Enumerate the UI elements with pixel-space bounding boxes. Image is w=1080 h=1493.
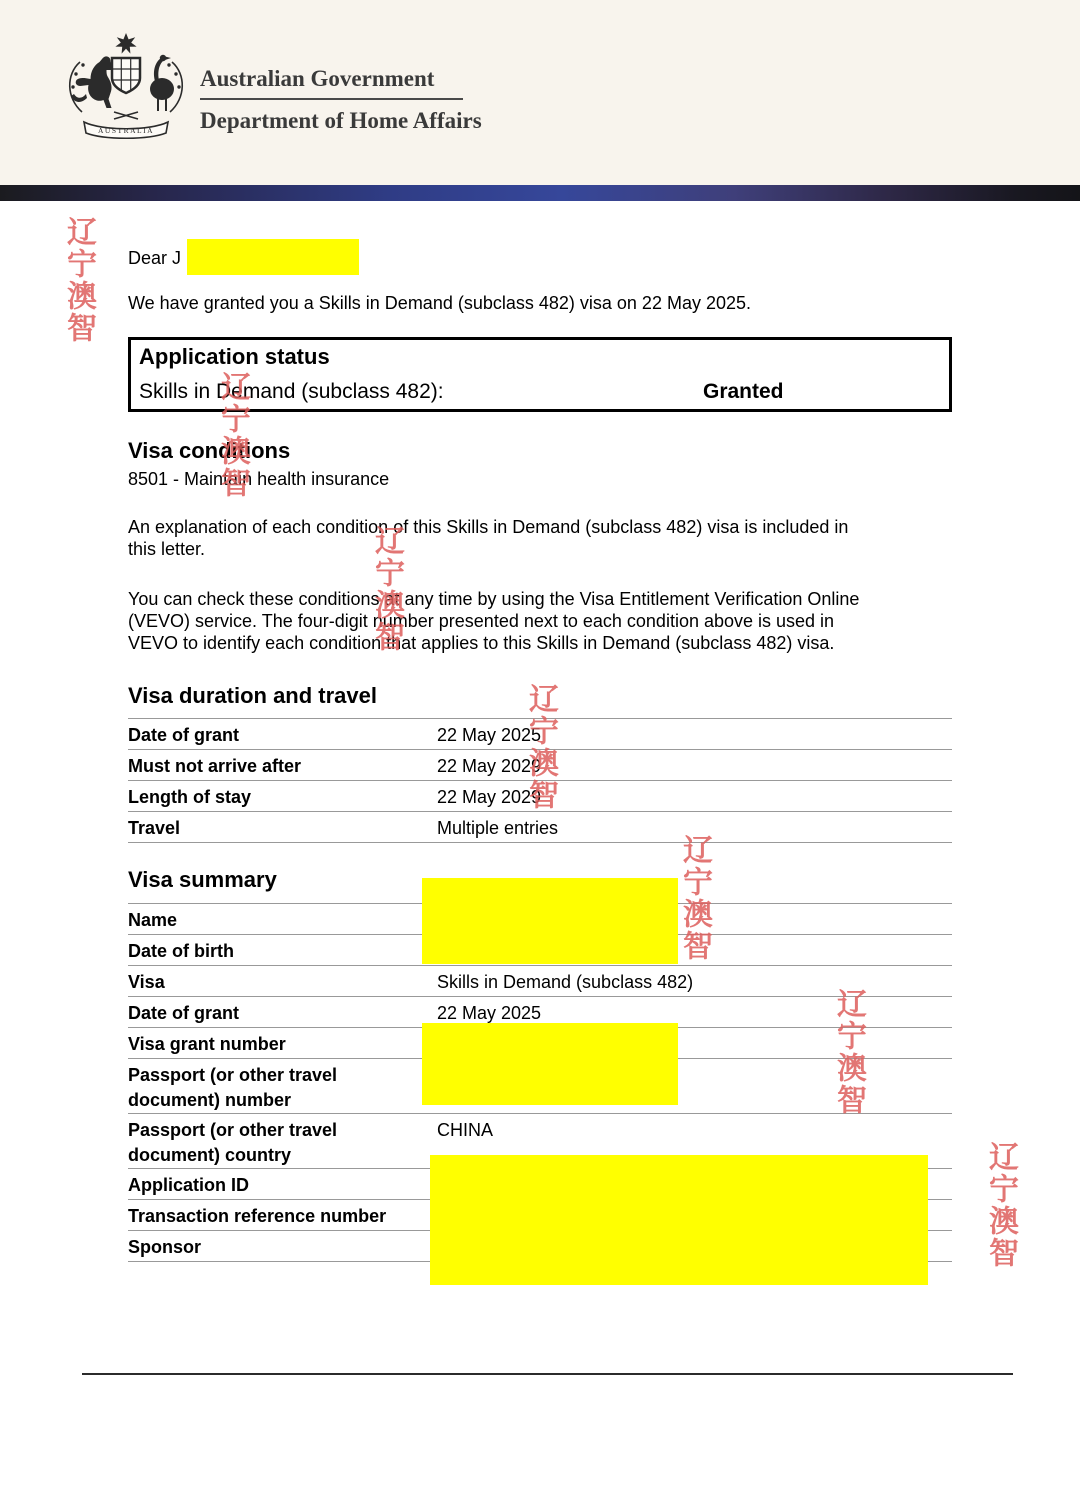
australian-coat-of-arms-logo [56,32,196,142]
redaction-box-name-greeting [187,239,359,275]
greeting-text: Dear J [128,248,182,268]
visa-condition-item: 8501 - Maintain health insurance [128,469,390,489]
row-label: Date of grant [128,725,240,745]
row-value: 22 May 2029 [437,787,542,807]
visa-duration-heading: Visa duration and travel [128,683,378,708]
paragraph-line: this letter. [128,539,206,559]
paragraph-line: VEVO to identify each condition that applies to this Skills in Demand (subclass 482) visa. [128,633,835,653]
table-row [128,811,952,842]
watermark: 辽宁澳智 [369,525,404,653]
row-label: Passport (or other travel document) number [128,1065,338,1110]
footer-rule [82,1373,1013,1375]
row-label: Date of grant [128,1003,240,1023]
watermark: 辽宁澳智 [215,371,250,499]
intro-sentence: We have granted you a Skills in Demand (subclass 482) visa on 22 May 2025. [128,293,752,313]
header-band [0,0,1080,185]
row-label: Transaction reference number [128,1206,387,1226]
row-value: 22 May 2025 [437,1003,542,1023]
row-label: Date of birth [128,941,234,961]
paragraph-line: You can check these conditions at any time by using the Visa Entitlement Verification Online [128,589,860,609]
row-label: Sponsor [128,1237,202,1257]
application-status-value: Granted [703,380,784,403]
row-label: Passport (or other travel document) country [128,1120,338,1165]
redaction-box-name-dob [422,878,678,964]
department-title: Department of Home Affairs [200,108,482,133]
application-status-title: Application status [139,344,330,369]
government-title: Australian Government [200,66,435,91]
redaction-box-grant-passport-numbers [422,1023,678,1105]
application-status-visa-label: Skills in Demand (subclass 482): [139,380,444,403]
redaction-box-application-ids [430,1155,928,1285]
watermark: 辽宁澳智 [523,683,558,811]
header-underline [200,98,463,100]
row-value: Multiple entries [437,818,559,838]
watermark: 辽宁澳智 [61,216,96,344]
row-label: Must not arrive after [128,756,302,776]
watermark: 辽宁澳智 [831,988,866,1116]
header-divider-bar [0,185,1080,201]
row-label: Visa grant number [128,1034,286,1054]
paragraph-line: An explanation of each condition of this Skills in Demand (subclass 482) visa is included in [128,517,849,537]
row-label: Name [128,910,178,930]
vevo-paragraph [128,588,859,654]
visa-summary-heading: Visa summary [128,867,277,892]
row-value: Skills in Demand (subclass 482) [437,972,694,992]
watermark: 辽宁澳智 [983,1141,1018,1269]
paragraph-line: (VEVO) service. The four-digit number presented next to each condition above is used in [128,611,835,631]
row-label: Travel [128,818,181,838]
application-status-box [128,337,952,412]
table-row [128,965,952,996]
row-label: Length of stay [128,787,252,807]
row-value: 22 May 2025 [437,725,542,745]
visa-conditions-heading: Visa conditions [128,438,291,463]
row-value: CHINA [437,1120,494,1140]
logo-banner-text: AUSTRALIA [98,126,154,135]
row-label: Visa [128,972,165,992]
conditions-explanation-paragraph [128,516,848,560]
row-label: Application ID [128,1175,249,1195]
row-value: 22 May 2029 [437,756,542,776]
watermark: 辽宁澳智 [677,834,712,962]
